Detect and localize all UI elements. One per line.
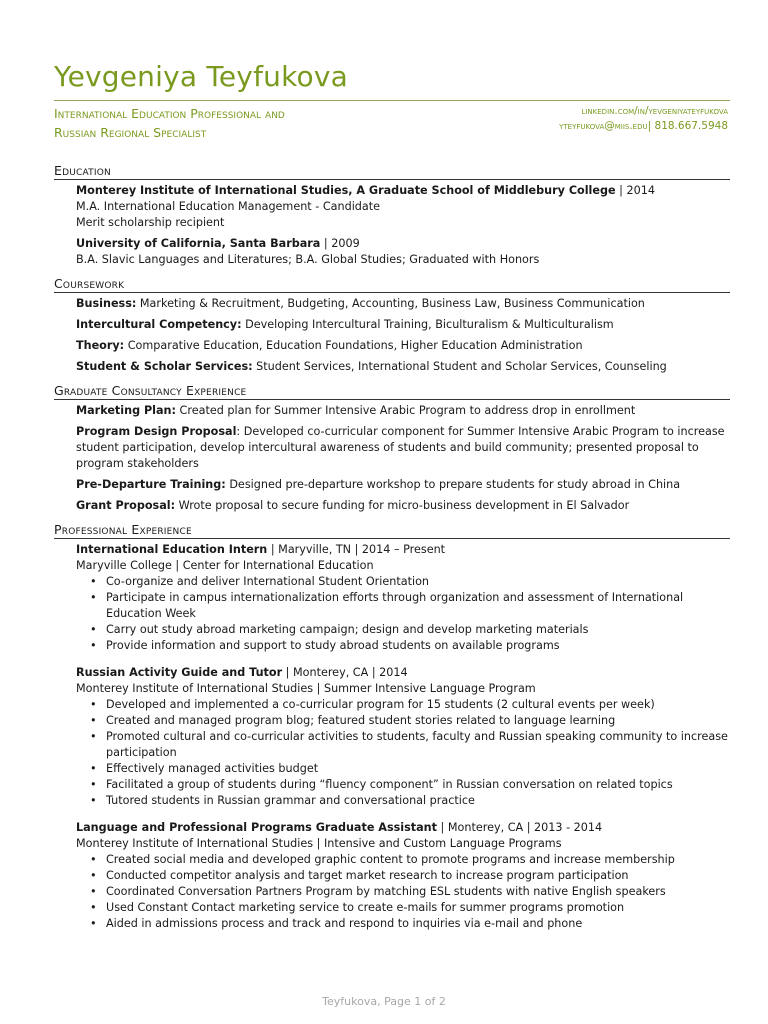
- job-bullet: • Provide information and support to study abroad students on available programs: [104, 638, 730, 654]
- job-bullet: • Co-organize and deliver International Student Orientation: [104, 574, 730, 590]
- subtitle-line-2: Russian Regional Specialist: [54, 125, 207, 140]
- school-name: University of California, Santa Barbara: [76, 237, 321, 250]
- job-bullet: • Used Constant Contact marketing service to create e-mails for summer programs promotion: [104, 900, 730, 916]
- coursework-text: Developing Intercultural Training, Biculturalism & Multiculturalism: [241, 318, 614, 331]
- consultancy-item: [54, 477, 730, 493]
- consultancy-text: Designed pre-departure workshop to prepare students for study abroad in China: [225, 478, 681, 491]
- job-title-line: [76, 665, 730, 681]
- job-bullets: [76, 852, 730, 932]
- coursework-label: Business:: [76, 297, 137, 310]
- job-bullet: • Aided in admissions process and track and respond to inquiries via e-mail and phone: [104, 916, 730, 932]
- linkedin-link[interactable]: linkedin.com/in/yevgeniyateyfukova: [581, 105, 728, 117]
- professional-section: [54, 522, 730, 932]
- coursework-item: [54, 317, 730, 333]
- education-school-line: [76, 183, 730, 199]
- education-heading: Education: [54, 163, 730, 180]
- job-bullet: • Facilitated a group of students during “fluency component” in Russian conversation on related topics: [104, 777, 730, 793]
- consultancy-item: [54, 424, 730, 472]
- job-entry: [54, 542, 730, 654]
- school-year: | 2009: [320, 237, 360, 250]
- email-link[interactable]: yteyfukova@miis.edu: [559, 120, 648, 132]
- education-school-line: [76, 236, 730, 252]
- job-title-line: [76, 542, 730, 558]
- job-meta: | Maryville, TN | 2014 – Present: [267, 543, 446, 556]
- consultancy-text: Wrote proposal to secure funding for micro-business development in El Salvador: [175, 499, 630, 512]
- phone-number: 818.667.5948: [654, 120, 728, 132]
- resume-subtitle: [54, 104, 474, 142]
- coursework-text: Marketing & Recruitment, Budgeting, Accounting, Business Law, Business Communication: [136, 297, 645, 310]
- job-bullets: [76, 574, 730, 654]
- contact-block: [559, 104, 728, 134]
- job-meta: | Monterey, CA | 2013 - 2014: [436, 821, 603, 834]
- consultancy-heading: Graduate Consultancy Experience: [54, 383, 730, 400]
- consultancy-label: Marketing Plan:: [76, 404, 176, 417]
- degree-line: M.A. International Education Management - Candidate: [76, 200, 381, 213]
- job-role: Language and Professional Programs Graduate Assistant: [76, 821, 437, 834]
- coursework-label: Intercultural Competency:: [76, 318, 242, 331]
- job-bullet: • Effectively managed activities budget: [104, 761, 730, 777]
- education-entry: [54, 183, 730, 231]
- job-role: International Education Intern: [76, 543, 268, 556]
- job-bullets: [76, 697, 730, 809]
- resume-name: Yevgeniya Teyfukova: [54, 60, 348, 93]
- coursework-heading: Coursework: [54, 276, 730, 293]
- job-bullet: • Conducted competitor analysis and target market research to increase program participation: [104, 868, 730, 884]
- coursework-text: Student Services, International Student and Scholar Services, Counseling: [252, 360, 667, 373]
- consultancy-section: [54, 383, 730, 514]
- job-org: Monterey Institute of International Studies | Intensive and Custom Language Programs: [76, 837, 562, 850]
- subtitle-line-1: International Education Professional and: [54, 106, 285, 121]
- job-org: Monterey Institute of International Studies | Summer Intensive Language Program: [76, 682, 536, 695]
- coursework-item: [54, 338, 730, 354]
- consultancy-text: Created plan for Summer Intensive Arabic Program to address drop in enrollment: [176, 404, 636, 417]
- job-bullet: • Promoted cultural and co-curricular activities to students, faculty and Russian speaking community to increase participation: [104, 729, 730, 761]
- job-org: Maryville College | Center for International Education: [76, 559, 374, 572]
- school-year: | 2014: [615, 184, 655, 197]
- consultancy-text: : Developed co-curricular component for Summer Intensive Arabic Program to increase student participation, develop intercultural awareness of students and build community; presented proposal to program stakeholders: [76, 425, 725, 470]
- job-role: Russian Activity Guide and Tutor: [76, 666, 283, 679]
- consultancy-label: Grant Proposal:: [76, 499, 176, 512]
- job-title-line: [76, 820, 730, 836]
- job-entry: [54, 820, 730, 932]
- job-meta: | Monterey, CA | 2014: [282, 666, 408, 679]
- consultancy-item: [54, 498, 730, 514]
- coursework-item: [54, 359, 730, 375]
- consultancy-item: [54, 403, 730, 419]
- job-bullet: • Participate in campus internationalization efforts through organization and assessment of International Education Week: [104, 590, 730, 622]
- coursework-section: [54, 276, 730, 375]
- email-phone-line: [559, 119, 728, 134]
- job-entry: [54, 665, 730, 809]
- coursework-text: Comparative Education, Education Foundations, Higher Education Administration: [124, 339, 583, 352]
- school-name: Monterey Institute of International Studies, A Graduate School of Middlebury College: [76, 184, 616, 197]
- header-divider: [54, 100, 730, 101]
- honor-line: Merit scholarship recipient: [76, 216, 225, 229]
- page-footer: Teyfukova, Page 1 of 2: [322, 995, 446, 1008]
- education-section: [54, 163, 730, 268]
- consultancy-label: Pre-Departure Training:: [76, 478, 226, 491]
- resume-body: [54, 163, 730, 940]
- job-bullet: • Tutored students in Russian grammar and conversational practice: [104, 793, 730, 809]
- job-bullet: • Coordinated Conversation Partners Program by matching ESL students with native English speakers: [104, 884, 730, 900]
- coursework-label: Student & Scholar Services:: [76, 360, 253, 373]
- job-bullet: • Created social media and developed graphic content to promote programs and increase membership: [104, 852, 730, 868]
- professional-heading: Professional Experience: [54, 522, 730, 539]
- coursework-item: [54, 296, 730, 312]
- job-bullet: • Created and managed program blog; featured student stories related to language learning: [104, 713, 730, 729]
- consultancy-label: Program Design Proposal: [76, 425, 237, 438]
- education-entry: [54, 236, 730, 268]
- coursework-label: Theory:: [76, 339, 125, 352]
- job-bullet: • Developed and implemented a co-curricular program for 15 students (2 cultural events per week): [104, 697, 730, 713]
- job-bullet: • Carry out study abroad marketing campaign; design and develop marketing materials: [104, 622, 730, 638]
- degree-line: B.A. Slavic Languages and Literatures; B.A. Global Studies; Graduated with Honors: [76, 253, 540, 266]
- contact-separator: |: [647, 120, 652, 132]
